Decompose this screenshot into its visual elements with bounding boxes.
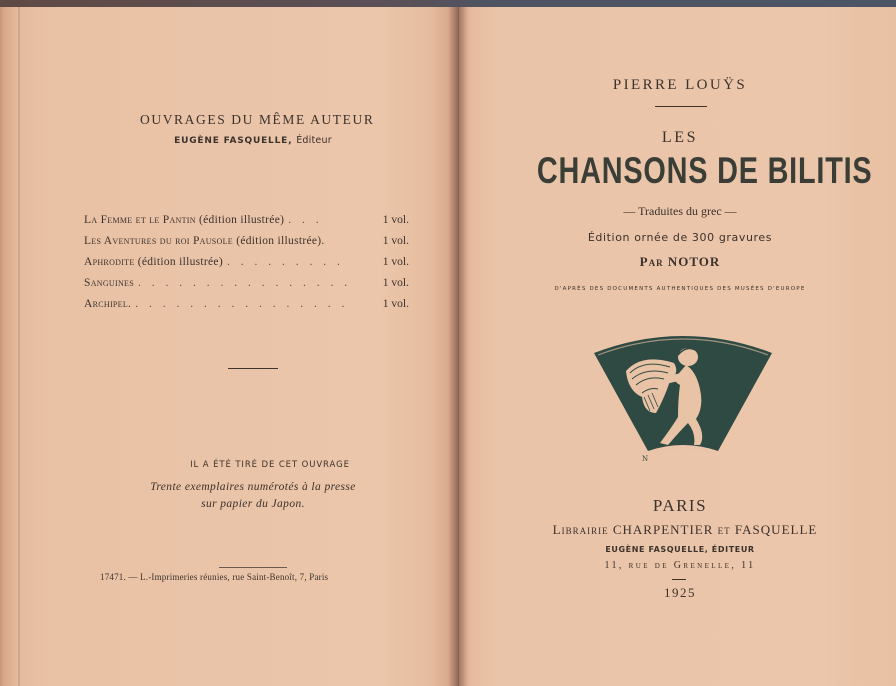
publisher-name-2: FASQUELLE (734, 522, 818, 537)
publisher-editor: EUGÈNE FASQUELLE, ÉDITEUR (605, 545, 755, 554)
list-item (84, 214, 409, 235)
work-volumes: 1 vol. (382, 277, 409, 289)
list-item (84, 298, 409, 319)
list-item (84, 235, 409, 256)
publisher-name-1: CHARPENTIER (612, 522, 714, 537)
publisher (530, 522, 840, 538)
book-title: CHANSONS DE BILITIS (536, 150, 873, 191)
year-rule (672, 579, 686, 580)
leader-dots: . . . (288, 214, 323, 226)
leader-dots: . . . . . . . . . . . . . . . . (137, 277, 352, 289)
publisher-line (140, 135, 366, 146)
work-title: Les Aventures du roi Pausole (édition illustrée). (84, 235, 325, 247)
vase-figure-vignette-icon (592, 327, 774, 467)
works-heading: OUVRAGES DU MÊME AUTEUR (140, 112, 375, 127)
publisher-conjunction: et (717, 522, 731, 537)
edition-note: Édition ornée de 300 gravures (587, 231, 773, 244)
list-item (84, 256, 409, 277)
leader-dots: . . . . . . . . . . . . . . . . (135, 298, 349, 310)
divider-rule (228, 368, 278, 369)
limitation-line-2: sur papier du Japon. (201, 498, 305, 510)
work-volumes: 1 vol. (382, 256, 409, 268)
illustrator-name: NOTOR (667, 254, 721, 269)
printer-imprint: 17471. — L.-Imprimeries réunies, rue Saint-Benoît, 7, Paris (100, 572, 329, 582)
work-volumes: 1 vol. (382, 298, 409, 310)
illustrator-prefix: Par (639, 254, 664, 269)
publisher-address: 11, rue de Grenelle, 11 (604, 560, 756, 571)
work-volumes: 1 vol. (382, 235, 409, 247)
limitation-heading: IL A ÉTÉ TIRÉ DE CET OUVRAGE (190, 460, 350, 470)
printer-rule (219, 567, 287, 568)
list-item (84, 277, 409, 298)
work-title: Aphrodite (édition illustrée) (84, 256, 223, 268)
title-prefix: LES (661, 129, 699, 146)
publisher-name: EUGÈNE FASQUELLE, (174, 136, 293, 146)
author-rule (655, 106, 707, 107)
work-title: Archipel. (84, 298, 132, 310)
leader-dots: . . . . . . . . . (226, 256, 344, 268)
source-note: D'APRÈS DES DOCUMENTS AUTHENTIQUES DES MUSÉES D'EUROPE (554, 286, 806, 292)
book-gutter (448, 7, 468, 686)
work-volumes: 1 vol. (382, 214, 409, 226)
works-list (84, 214, 409, 319)
work-title: Sanguines (84, 277, 134, 289)
author-name: PIERRE LOUŸS (612, 77, 748, 93)
work-title: La Femme et le Pantin (édition illustrée) (84, 214, 285, 226)
limitation-line-1: Trente exemplaires numérotés à la presse (150, 481, 356, 493)
publisher-prefix: Librairie (552, 522, 609, 537)
illustrator-line (560, 254, 800, 270)
publisher-role: Éditeur (296, 135, 332, 146)
city: PARIS (652, 496, 708, 515)
publication-year: 1925 (664, 585, 696, 600)
left-page (0, 7, 459, 686)
svg-text:N: N (642, 455, 649, 463)
subtitle: — Traduites du grec — (623, 204, 737, 218)
